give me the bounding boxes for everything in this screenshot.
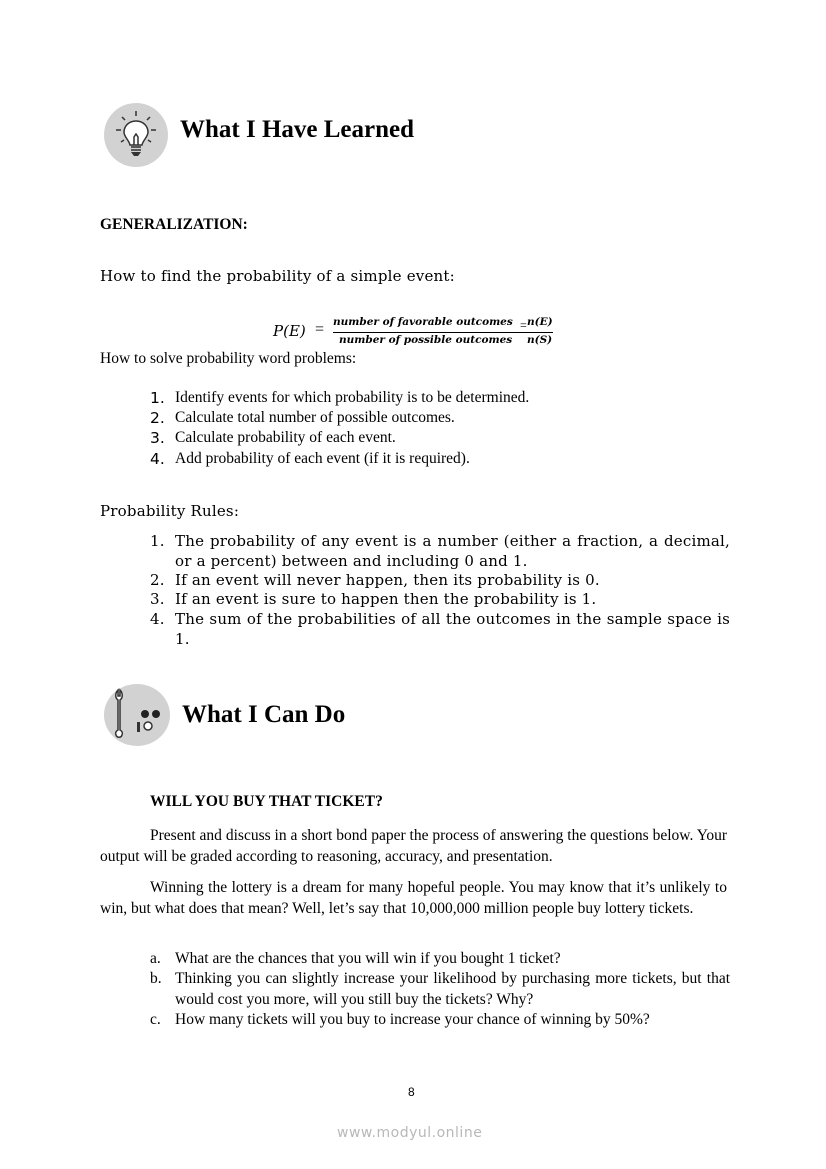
item-text: What are the chances that you will win if you bought 1 ticket?	[175, 950, 561, 967]
section-heading: What I Can Do	[182, 701, 346, 728]
formula-eq2: =	[520, 318, 527, 332]
subheading: How to solve probability word problems:	[100, 350, 357, 367]
list-item	[150, 389, 730, 409]
watermark: www.modyul.online	[337, 1125, 483, 1141]
probability-formula	[273, 313, 563, 349]
page-number: 8	[408, 1085, 415, 1099]
item-number: 2.	[150, 571, 165, 589]
item-text: How many tickets will you buy to increase your chance of winning by 50%?	[175, 1011, 650, 1028]
subheading: Probability Rules:	[100, 502, 240, 520]
generalization-label: GENERALIZATION:	[100, 216, 248, 233]
list-item	[150, 450, 730, 470]
section-heading: What I Have Learned	[180, 116, 415, 143]
item-number: 1.	[150, 389, 165, 407]
list-item	[150, 409, 730, 429]
formula-denominator: number of possible outcomes	[339, 334, 513, 346]
item-text: Calculate probability of each event.	[175, 429, 396, 446]
item-letter: c.	[150, 1011, 161, 1028]
item-number: 3.	[150, 429, 165, 447]
item-text: Identify events for which probability is to be determined.	[175, 389, 530, 406]
formula-eq: =	[315, 321, 325, 338]
item-text: Add probability of each event (if it is required).	[175, 450, 470, 467]
item-number: 4.	[150, 610, 165, 628]
item-text: The sum of the probabilities of all the outcomes in the sample space is 1.	[175, 610, 730, 648]
lightbulb-icon	[104, 103, 168, 167]
item-letter: a.	[150, 950, 161, 967]
item-text: Calculate total number of possible outcomes.	[175, 409, 455, 426]
item-number: 1.	[150, 532, 165, 550]
formula-n-den: n(S)	[527, 334, 553, 346]
formula-n-num: n(E)	[527, 316, 553, 328]
formula-numerator: number of favorable outcomes	[333, 316, 513, 328]
item-number: 3.	[150, 590, 165, 608]
item-text: Thinking you can slightly increase your likelihood by purchasing more tickets, but that would cost you more, will you still buy the tickets? Why?	[175, 970, 730, 1008]
formula-lhs: P(E)	[273, 322, 306, 340]
item-number: 4.	[150, 450, 165, 468]
item-number: 2.	[150, 409, 165, 427]
activity-title: WILL YOU BUY THAT TICKET?	[150, 793, 383, 810]
tools-icon	[104, 684, 170, 746]
list-item	[150, 429, 730, 449]
item-text: If an event will never happen, then its probability is 0.	[175, 571, 600, 589]
paragraph: Winning the lottery is a dream for many hopeful people. You may know that it’s unlikely to win, but what does that mean? Well, let’s say that 10,000,000 million people buy lottery tickets.	[100, 879, 727, 917]
item-text: If an event is sure to happen then the probability is 1.	[175, 590, 597, 608]
item-letter: b.	[150, 970, 162, 987]
item-text: The probability of any event is a number (either a fraction, a decimal, or a percent) between and including 0 and 1.	[175, 532, 730, 570]
paragraph: Present and discuss in a short bond paper the process of answering the questions below. Your output will be graded according to reasoning, accuracy, and presentation.	[100, 827, 727, 865]
subheading: How to find the probability of a simple event:	[100, 267, 455, 285]
